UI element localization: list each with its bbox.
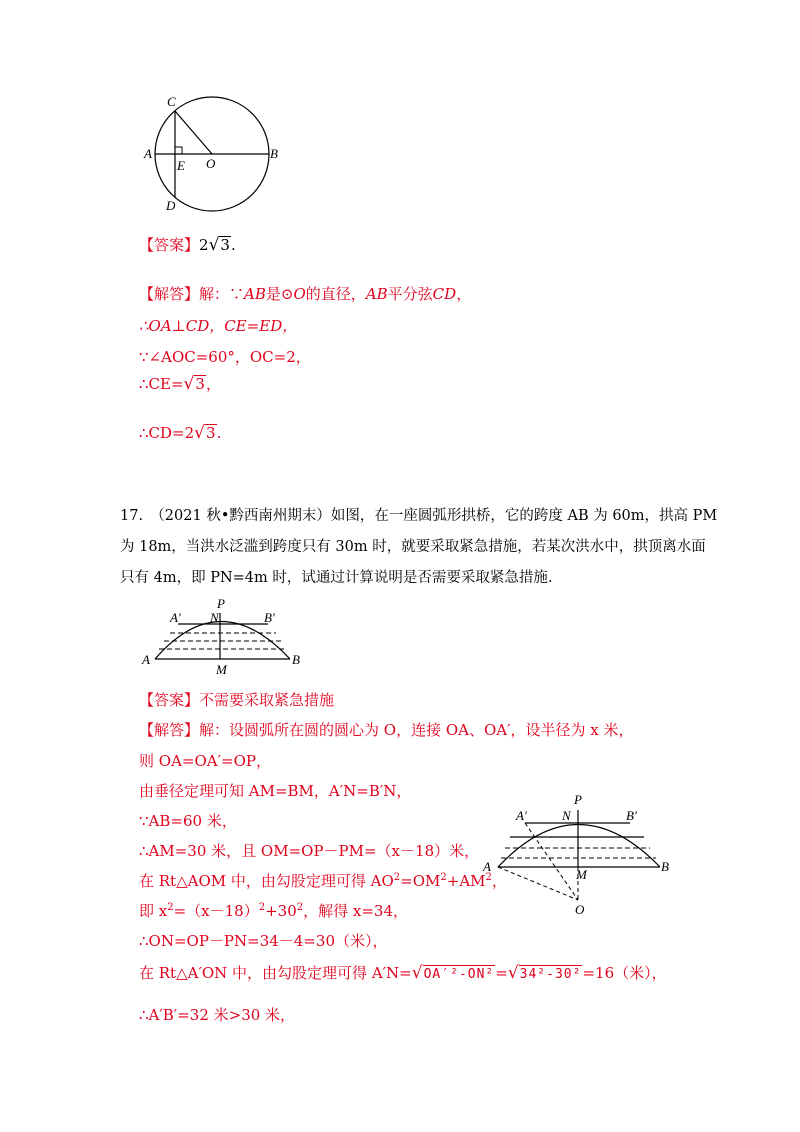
segment-a-o — [498, 867, 578, 900]
label-o: O — [575, 902, 585, 917]
solution-16-line5: ∴CD=2√3. — [139, 423, 222, 443]
label-n: N — [210, 610, 219, 625]
solution-17-line6: 在 Rt△AOM 中，由勾股定理可得 $AO^2=OM^2+AM^2$， — [139, 872, 507, 890]
label-p: P — [574, 792, 582, 807]
segment-co — [175, 111, 212, 154]
label-m: M — [216, 662, 227, 677]
label-o: O — [206, 156, 216, 171]
label-n: N — [562, 808, 571, 823]
answer-tag: 【答案】 — [139, 691, 200, 709]
solution-17-line9: 在 Rt△A′ON 中，由勾股定理可得 A′N=√OA′²-ON²=√34²-30²=16（米）， — [139, 963, 667, 983]
label-b-prime: B′ — [626, 808, 637, 823]
label-a: A — [483, 859, 491, 874]
answer-16 — [139, 234, 236, 255]
label-a: A — [142, 652, 150, 667]
label-c: C — [167, 94, 176, 109]
solution-16-line4: ∴CE=√3， — [139, 374, 221, 394]
solution-17-line7: 即 $x^2=(x-18)^2+30^2$，解得 x=34， — [139, 902, 409, 920]
solution-16-line2: ∴OA⊥CD，CE=ED， — [139, 317, 298, 335]
bridge-arc — [498, 825, 660, 868]
question-17-line1: 17. （2021 秋•黔西南州期末）如图，在一座圆弧形拱桥，它的跨度 AB 为 60m，拱高 PM — [120, 508, 718, 524]
solution-tag: 【解答】 — [139, 721, 200, 739]
solution-tag: 【解答】 — [139, 285, 200, 303]
label-d: D — [166, 198, 176, 213]
solution-17-line1: 【解答】解：设圆弧所在圆的圆心为 O，连接 OA、OA′，设半径为 x 米， — [139, 721, 634, 739]
label-b: B — [661, 859, 669, 874]
question-17-line2: 为 18m，当洪水泛滥到跨度只有 30m 时，就要采取紧急措施，若某次洪水中，拱顶离水面 — [120, 539, 706, 555]
solution-17-line10: ∴A′B′=32 米>30 米， — [139, 1006, 296, 1024]
solution-17-line5: ∴AM=30 米，且 OM=OP－PM=（x－18）米， — [139, 842, 480, 860]
circle-figure — [140, 90, 290, 220]
label-b: B — [270, 146, 278, 161]
right-angle-mark — [175, 147, 182, 154]
bridge-arc — [155, 622, 290, 660]
label-a: A — [144, 146, 152, 161]
label-b: B — [292, 652, 300, 667]
answer-17 — [139, 689, 334, 710]
label-m: M — [576, 867, 587, 882]
label-p: P — [217, 596, 225, 611]
answer-tag: 【答案】 — [139, 236, 200, 254]
bridge-figure — [140, 596, 310, 678]
solution-17-line8: ∴ON=OP－PN=34－4=30（米）， — [139, 932, 388, 950]
solution-17-line3: 由垂径定理可知 AM=BM，A′N=B′N， — [139, 782, 412, 800]
bridge-figure-with-center — [478, 790, 678, 918]
answer-value: 2√3. — [199, 235, 236, 255]
label-a-prime: A′ — [516, 808, 527, 823]
answer-value: 不需要采取紧急措施 — [199, 691, 335, 709]
solution-17-line2: 则 OA=OA′=OP， — [139, 752, 271, 770]
label-a-prime: A′ — [170, 610, 181, 625]
solution-16-line3: ∵∠AOC=60°，OC=2， — [139, 348, 311, 366]
solution-17-line4: ∵AB=60 米， — [139, 812, 237, 830]
label-e: E — [177, 158, 185, 173]
segment-a1-o — [525, 823, 578, 900]
label-b-prime: B′ — [264, 610, 275, 625]
question-17-line3: 只有 4m，即 PN=4m 时，试通过计算说明是否需要采取紧急措施. — [120, 570, 553, 586]
solution-16: 【解答】解：∵AB是⊙O的直径，AB平分弦CD， — [139, 285, 472, 303]
